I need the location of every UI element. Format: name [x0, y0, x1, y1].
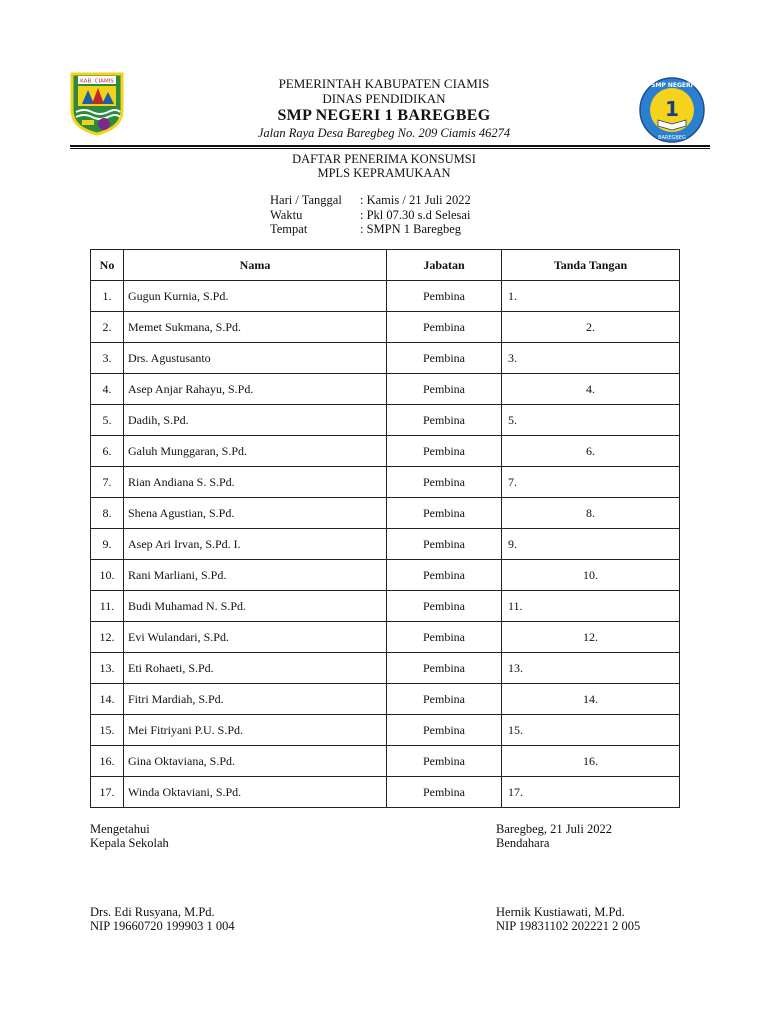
- row-nama: Fitri Mardiah, S.Pd.: [124, 684, 387, 715]
- svg-text:SMP NEGERI: SMP NEGERI: [651, 82, 693, 89]
- sign-right-line1: Baregbeg, 21 Juli 2022: [496, 822, 612, 836]
- table-row: [91, 529, 680, 560]
- department-name: DINAS PENDIDIKAN: [322, 91, 446, 106]
- row-no: 15.: [91, 715, 124, 746]
- signature-right: [496, 822, 612, 850]
- row-tanda-tangan: 7.: [502, 467, 680, 498]
- row-nama: Shena Agustian, S.Pd.: [124, 498, 387, 529]
- row-tanda-tangan: 3.: [502, 343, 680, 374]
- government-name: PEMERINTAH KABUPATEN CIAMIS: [278, 76, 490, 91]
- row-nama: Winda Oktaviani, S.Pd.: [124, 777, 387, 808]
- table-row: [91, 591, 680, 622]
- row-tanda-tangan: 2.: [502, 312, 680, 343]
- row-no: 2.: [91, 312, 124, 343]
- svg-text:BAREGBEG: BAREGBEG: [658, 135, 686, 141]
- row-no: 5.: [91, 405, 124, 436]
- row-jabatan: Pembina: [387, 374, 502, 405]
- letterhead: [150, 76, 618, 141]
- row-jabatan: Pembina: [387, 529, 502, 560]
- info-row-place: [270, 222, 471, 237]
- row-nama: Rian Andiana S. S.Pd.: [124, 467, 387, 498]
- row-nama: Dadih, S.Pd.: [124, 405, 387, 436]
- row-tanda-tangan: 9.: [502, 529, 680, 560]
- row-jabatan: Pembina: [387, 436, 502, 467]
- table-row: [91, 343, 680, 374]
- table-row: [91, 622, 680, 653]
- row-jabatan: Pembina: [387, 684, 502, 715]
- row-no: 1.: [91, 281, 124, 312]
- table-row: [91, 281, 680, 312]
- row-tanda-tangan: 17.: [502, 777, 680, 808]
- row-jabatan: Pembina: [387, 560, 502, 591]
- table-row: [91, 653, 680, 684]
- row-no: 9.: [91, 529, 124, 560]
- info-label: Hari / Tanggal: [270, 193, 342, 207]
- info-row-time: [270, 208, 471, 223]
- header-jabatan: Jabatan: [387, 250, 502, 281]
- school-name: SMP NEGERI 1 BAREGBEG: [277, 107, 491, 124]
- row-jabatan: Pembina: [387, 653, 502, 684]
- header-tanda-tangan: Tanda Tangan: [502, 250, 680, 281]
- table-row: [91, 777, 680, 808]
- row-jabatan: Pembina: [387, 405, 502, 436]
- table-row: [91, 405, 680, 436]
- row-tanda-tangan: 14.: [502, 684, 680, 715]
- document-title-line1: DAFTAR PENERIMA KONSUMSI: [292, 152, 476, 166]
- event-info: [270, 193, 471, 237]
- row-no: 14.: [91, 684, 124, 715]
- school-logo: [638, 76, 706, 144]
- row-nama: Memet Sukmana, S.Pd.: [124, 312, 387, 343]
- row-jabatan: Pembina: [387, 591, 502, 622]
- signature-left: [90, 822, 169, 850]
- signature-left-name: [90, 905, 235, 933]
- row-jabatan: Pembina: [387, 715, 502, 746]
- letterhead-rule-thick: [70, 145, 710, 147]
- row-tanda-tangan: 12.: [502, 622, 680, 653]
- table-row: [91, 715, 680, 746]
- row-tanda-tangan: 4.: [502, 374, 680, 405]
- row-jabatan: Pembina: [387, 746, 502, 777]
- table-row: [91, 312, 680, 343]
- signature-right-name: [496, 905, 640, 933]
- row-nama: Asep Ari Irvan, S.Pd. I.: [124, 529, 387, 560]
- row-no: 16.: [91, 746, 124, 777]
- table-row: [91, 498, 680, 529]
- row-jabatan: Pembina: [387, 622, 502, 653]
- school-address: Jalan Raya Desa Baregbeg No. 209 Ciamis 46274: [257, 126, 511, 140]
- row-tanda-tangan: 5.: [502, 405, 680, 436]
- ciamis-regency-logo: [68, 70, 126, 136]
- row-tanda-tangan: 15.: [502, 715, 680, 746]
- table-header-row: [91, 250, 680, 281]
- table-body: [91, 281, 680, 808]
- sign-left-line2: Kepala Sekolah: [90, 836, 169, 850]
- row-no: 17.: [91, 777, 124, 808]
- row-nama: Budi Muhamad N. S.Pd.: [124, 591, 387, 622]
- row-tanda-tangan: 10.: [502, 560, 680, 591]
- row-no: 8.: [91, 498, 124, 529]
- row-no: 7.: [91, 467, 124, 498]
- row-no: 4.: [91, 374, 124, 405]
- row-no: 6.: [91, 436, 124, 467]
- document-title: [150, 152, 618, 180]
- row-jabatan: Pembina: [387, 467, 502, 498]
- row-jabatan: Pembina: [387, 281, 502, 312]
- table-row: [91, 436, 680, 467]
- row-no: 10.: [91, 560, 124, 591]
- svg-text:1: 1: [665, 97, 679, 121]
- table-row: [91, 684, 680, 715]
- treasurer-name: Hernik Kustiawati, M.Pd.: [496, 905, 625, 919]
- header-nama: Nama: [124, 250, 387, 281]
- row-jabatan: Pembina: [387, 312, 502, 343]
- info-value: : Kamis / 21 Juli 2022: [360, 193, 471, 207]
- row-jabatan: Pembina: [387, 498, 502, 529]
- row-nama: Eti Rohaeti, S.Pd.: [124, 653, 387, 684]
- recipient-table: [90, 249, 680, 808]
- row-tanda-tangan: 6.: [502, 436, 680, 467]
- document-title-line2: MPLS KEPRAMUKAAN: [317, 166, 451, 180]
- row-tanda-tangan: 13.: [502, 653, 680, 684]
- sign-right-line2: Bendahara: [496, 836, 550, 850]
- row-tanda-tangan: 1.: [502, 281, 680, 312]
- info-value: : Pkl 07.30 s.d Selesai: [360, 207, 471, 222]
- table-row: [91, 746, 680, 777]
- row-nama: Evi Wulandari, S.Pd.: [124, 622, 387, 653]
- row-tanda-tangan: 11.: [502, 591, 680, 622]
- row-nama: Gina Oktaviana, S.Pd.: [124, 746, 387, 777]
- table-row: [91, 374, 680, 405]
- row-tanda-tangan: 8.: [502, 498, 680, 529]
- header-no: No: [91, 250, 124, 281]
- row-nama: Asep Anjar Rahayu, S.Pd.: [124, 374, 387, 405]
- sign-left-line1: Mengetahui: [90, 822, 150, 836]
- treasurer-nip: NIP 19831102 202221 2 005: [496, 919, 641, 933]
- svg-text:KAB. CIAMIS: KAB. CIAMIS: [80, 78, 114, 85]
- row-tanda-tangan: 16.: [502, 746, 680, 777]
- row-no: 11.: [91, 591, 124, 622]
- info-row-date: [270, 193, 471, 208]
- principal-name: Drs. Edi Rusyana, M.Pd.: [90, 905, 215, 919]
- letterhead-rule-thin: [70, 148, 710, 149]
- row-no: 3.: [91, 343, 124, 374]
- principal-nip: NIP 19660720 199903 1 004: [90, 919, 235, 933]
- row-nama: Gugun Kurnia, S.Pd.: [124, 281, 387, 312]
- row-nama: Mei Fitriyani P.U. S.Pd.: [124, 715, 387, 746]
- info-label: Tempat: [270, 222, 308, 236]
- row-nama: Rani Marliani, S.Pd.: [124, 560, 387, 591]
- row-no: 12.: [91, 622, 124, 653]
- row-no: 13.: [91, 653, 124, 684]
- row-jabatan: Pembina: [387, 343, 502, 374]
- row-nama: Drs. Agustusanto: [124, 343, 387, 374]
- row-jabatan: Pembina: [387, 777, 502, 808]
- table-row: [91, 467, 680, 498]
- info-label: Waktu: [270, 207, 303, 222]
- info-value: : SMPN 1 Baregbeg: [360, 222, 462, 236]
- row-nama: Galuh Munggaran, S.Pd.: [124, 436, 387, 467]
- table-row: [91, 560, 680, 591]
